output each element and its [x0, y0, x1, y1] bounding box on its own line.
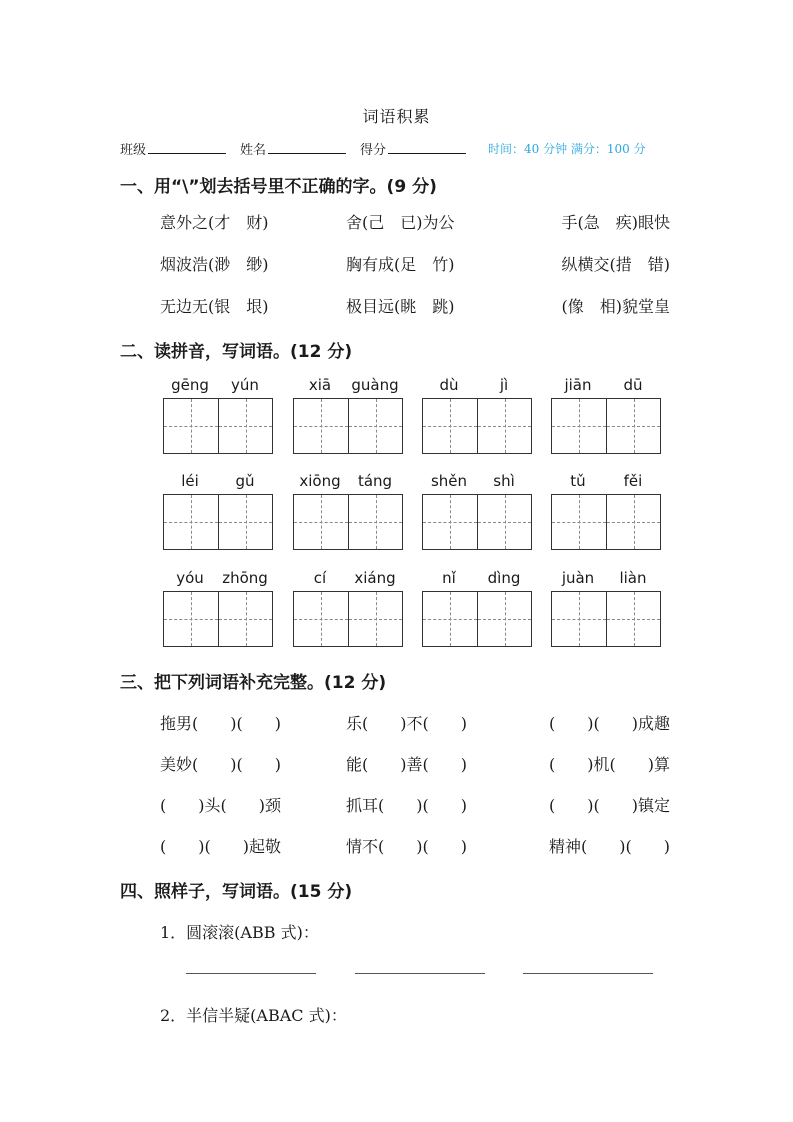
char-box[interactable]: [218, 495, 272, 549]
class-blank[interactable]: [148, 141, 226, 154]
pinyin: liàn: [619, 569, 647, 587]
answer-blank[interactable]: [186, 973, 316, 974]
score-label: 得分: [360, 143, 387, 158]
pinyin: dìng: [487, 569, 521, 587]
score-blank[interactable]: [388, 141, 466, 154]
pinyin: jiān: [564, 376, 592, 394]
writing-grid[interactable]: [293, 591, 403, 647]
char-box[interactable]: [606, 399, 660, 453]
answer-blank[interactable]: [355, 973, 485, 974]
char-box[interactable]: [164, 399, 218, 453]
s3-item: 拖男( )( ): [160, 714, 281, 733]
s3-item: ( )( )镇定: [549, 796, 670, 815]
s1-item: 纵横交(措 错): [561, 255, 670, 274]
char-box[interactable]: [477, 495, 531, 549]
writing-grid[interactable]: [163, 494, 273, 550]
char-box[interactable]: [552, 592, 606, 646]
s1-item: 极目远(眺 跳): [346, 297, 455, 316]
time-score-info: 时间：40 分钟 满分：100 分: [488, 142, 646, 156]
char-box[interactable]: [606, 592, 660, 646]
writing-grid[interactable]: [293, 398, 403, 454]
section-1-title: 一、用“\”划去括号里不正确的字。(9 分): [120, 177, 437, 197]
pinyin: zhōng: [222, 569, 268, 587]
writing-grid[interactable]: [163, 591, 273, 647]
s3-item: 抓耳( )( ): [346, 796, 467, 815]
pinyin: nǐ: [442, 569, 456, 587]
class-field[interactable]: [120, 139, 226, 158]
writing-grid[interactable]: [422, 591, 532, 647]
s3-item: 乐( )不( ): [346, 714, 467, 733]
pinyin: yóu: [176, 569, 204, 587]
pinyin: shì: [493, 472, 515, 490]
pinyin: tǔ: [570, 472, 586, 490]
s1-item: 舍(己 已)为公: [346, 213, 455, 232]
s3-item: ( )机( )算: [549, 755, 670, 774]
char-box[interactable]: [294, 592, 348, 646]
s3-item: ( )( )起敬: [160, 837, 281, 856]
char-box[interactable]: [348, 592, 402, 646]
char-box[interactable]: [477, 592, 531, 646]
char-box[interactable]: [423, 495, 477, 549]
section-4-title: 四、照样子，写词语。(15 分): [120, 882, 353, 902]
pinyin: guàng: [351, 376, 399, 394]
pinyin: léi: [181, 472, 199, 490]
pinyin: jì: [499, 376, 509, 394]
char-box[interactable]: [218, 592, 272, 646]
char-box[interactable]: [423, 399, 477, 453]
section-2-title: 二、读拼音，写词语。(12 分): [120, 342, 353, 362]
writing-grid[interactable]: [163, 398, 273, 454]
s3-item: 精神( )( ): [549, 837, 670, 856]
pinyin: fěi: [623, 472, 643, 490]
name-field[interactable]: [240, 139, 346, 158]
writing-grid[interactable]: [551, 591, 661, 647]
pinyin: xiōng: [299, 472, 341, 490]
char-box[interactable]: [218, 399, 272, 453]
s3-item: 能( )善( ): [346, 755, 467, 774]
writing-grid[interactable]: [293, 494, 403, 550]
s4-item-1: 1．圆滚滚(ABB 式)：: [160, 923, 319, 942]
name-label: 姓名: [240, 143, 267, 158]
char-box[interactable]: [552, 495, 606, 549]
writing-grid[interactable]: [551, 494, 661, 550]
char-box[interactable]: [423, 592, 477, 646]
char-box[interactable]: [606, 495, 660, 549]
writing-grid[interactable]: [551, 398, 661, 454]
pinyin: gǔ: [235, 472, 255, 490]
pinyin: xiáng: [354, 569, 396, 587]
section-3-title: 三、把下列词语补充完整。(12 分): [120, 673, 387, 693]
writing-grid[interactable]: [422, 398, 532, 454]
s3-item: ( )( )成趣: [549, 714, 670, 733]
pinyin: cí: [313, 569, 327, 587]
pinyin: táng: [357, 472, 393, 490]
char-box[interactable]: [294, 399, 348, 453]
s3-item: ( )头( )颈: [160, 796, 281, 815]
pinyin: gēng: [171, 376, 209, 394]
pinyin: juàn: [561, 569, 595, 587]
page-title: 词语积累: [362, 107, 431, 126]
pinyin: dù: [439, 376, 459, 394]
answer-blank[interactable]: [523, 973, 653, 974]
s3-item: 情不( )( ): [346, 837, 467, 856]
pinyin: dū: [623, 376, 643, 394]
char-box[interactable]: [477, 399, 531, 453]
pinyin: xiā: [308, 376, 332, 394]
s1-item: 烟波浩(渺 缈): [160, 255, 269, 274]
char-box[interactable]: [552, 399, 606, 453]
s1-item: 胸有成(足 竹): [346, 255, 455, 274]
score-field[interactable]: [360, 139, 466, 158]
name-blank[interactable]: [268, 141, 346, 154]
s1-item: 手(急 疾)眼快: [561, 213, 670, 232]
s1-item: 无边无(银 垠): [160, 297, 269, 316]
char-box[interactable]: [164, 495, 218, 549]
s3-item: 美妙( )( ): [160, 755, 281, 774]
char-box[interactable]: [348, 399, 402, 453]
class-label: 班级: [120, 143, 147, 158]
s4-item-2: 2．半信半疑(ABAC 式)：: [160, 1006, 347, 1025]
char-box[interactable]: [294, 495, 348, 549]
pinyin: yún: [231, 376, 259, 394]
pinyin: shěn: [430, 472, 468, 490]
s1-item: 意外之(才 财): [160, 213, 269, 232]
char-box[interactable]: [348, 495, 402, 549]
s1-item: (像 相)貌堂皇: [561, 297, 670, 316]
char-box[interactable]: [164, 592, 218, 646]
writing-grid[interactable]: [422, 494, 532, 550]
